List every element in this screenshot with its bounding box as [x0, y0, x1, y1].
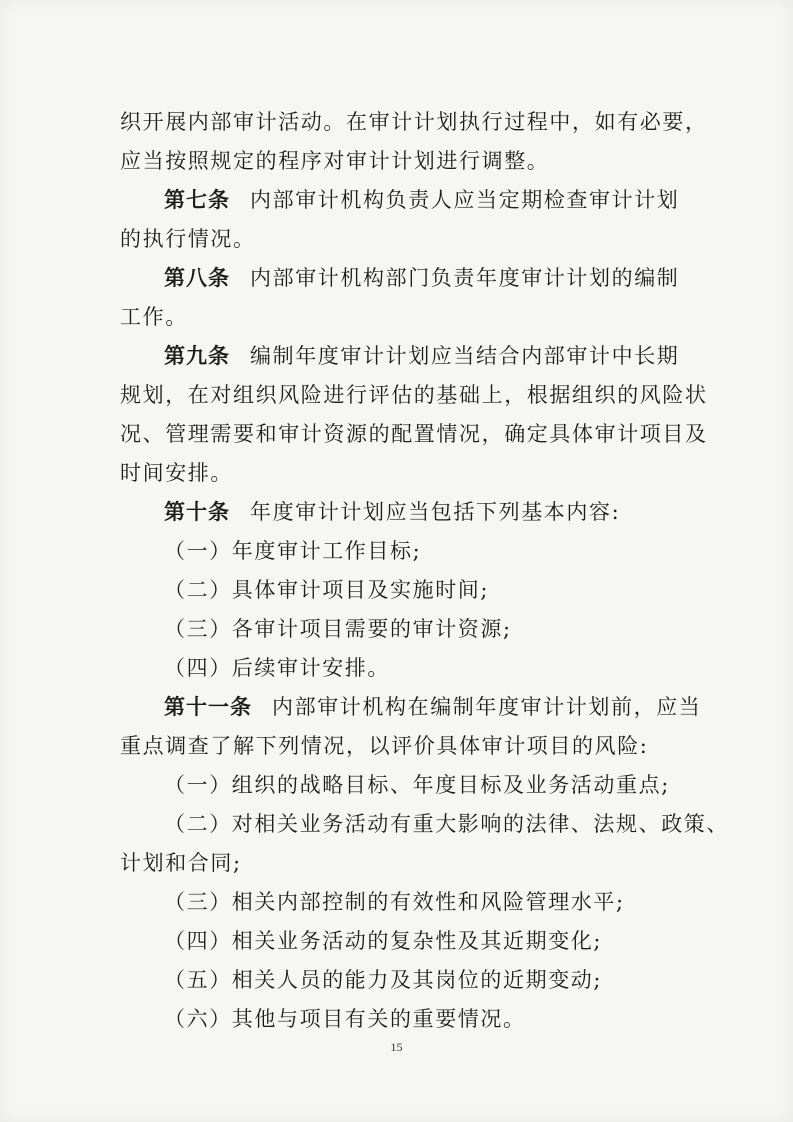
- list-item: （六）其他与项目有关的重要情况。: [164, 1007, 526, 1031]
- article-11-first-line: [164, 692, 701, 722]
- list-item: （一）年度审计工作目标;: [164, 539, 422, 563]
- article-8-label: 第八条: [164, 266, 230, 290]
- list-item: （三）相关内部控制的有效性和风险管理水平;: [164, 890, 625, 914]
- list-item: （五）相关人员的能力及其岗位的近期变动;: [164, 968, 603, 992]
- article-10-label: 第十条: [164, 500, 230, 524]
- list-item: （二）对相关业务活动有重大影响的法律、法规、政策、: [164, 812, 729, 836]
- article-9-text: 编制年度审计计划应当结合内部审计中长期: [250, 344, 680, 368]
- paragraph-line: 重点调查了解下列情况，以评价具体审计项目的风险:: [120, 734, 649, 758]
- list-item: （一）组织的战略目标、年度目标及业务活动重点;: [164, 773, 670, 797]
- paragraph-line: 时间安排。: [120, 461, 233, 485]
- paragraph-line: 况、管理需要和审计资源的配置情况，确定具体审计项目及: [120, 422, 708, 446]
- list-item: （二）具体审计项目及实施时间;: [164, 578, 490, 602]
- article-8-first-line: [164, 263, 679, 293]
- article-7-label: 第七条: [164, 188, 230, 212]
- article-11-label: 第十一条: [164, 695, 252, 719]
- article-9-label: 第九条: [164, 344, 230, 368]
- article-10-first-line: [164, 497, 620, 527]
- paragraph-line: 应当按照规定的程序对审计计划进行调整。: [120, 149, 550, 173]
- paragraph-line: 工作。: [120, 305, 188, 329]
- page-number: 15: [390, 1040, 403, 1054]
- paragraph-line: 的执行情况。: [120, 227, 256, 251]
- list-item: （四）后续审计安排。: [164, 656, 390, 680]
- article-7-text: 内部审计机构负责人应当定期检查审计计划: [250, 188, 680, 212]
- article-11-text: 内部审计机构在编制年度审计计划前，应当: [272, 695, 702, 719]
- list-item: （三）各审计项目需要的审计资源;: [164, 617, 512, 641]
- article-9-first-line: [164, 341, 679, 371]
- paragraph-line: 规划，在对组织风险进行评估的基础上，根据组织的风险状: [120, 383, 708, 407]
- article-8-text: 内部审计机构部门负责年度审计计划的编制: [250, 266, 680, 290]
- list-item-continuation: 计划和合同;: [120, 851, 242, 875]
- paragraph-line: 织开展内部审计活动。在审计计划执行过程中，如有必要，: [120, 110, 708, 134]
- article-7-first-line: [164, 185, 679, 215]
- article-10-text: 年度审计计划应当包括下列基本内容:: [250, 500, 621, 524]
- list-item: （四）相关业务活动的复杂性及其近期变化;: [164, 929, 603, 953]
